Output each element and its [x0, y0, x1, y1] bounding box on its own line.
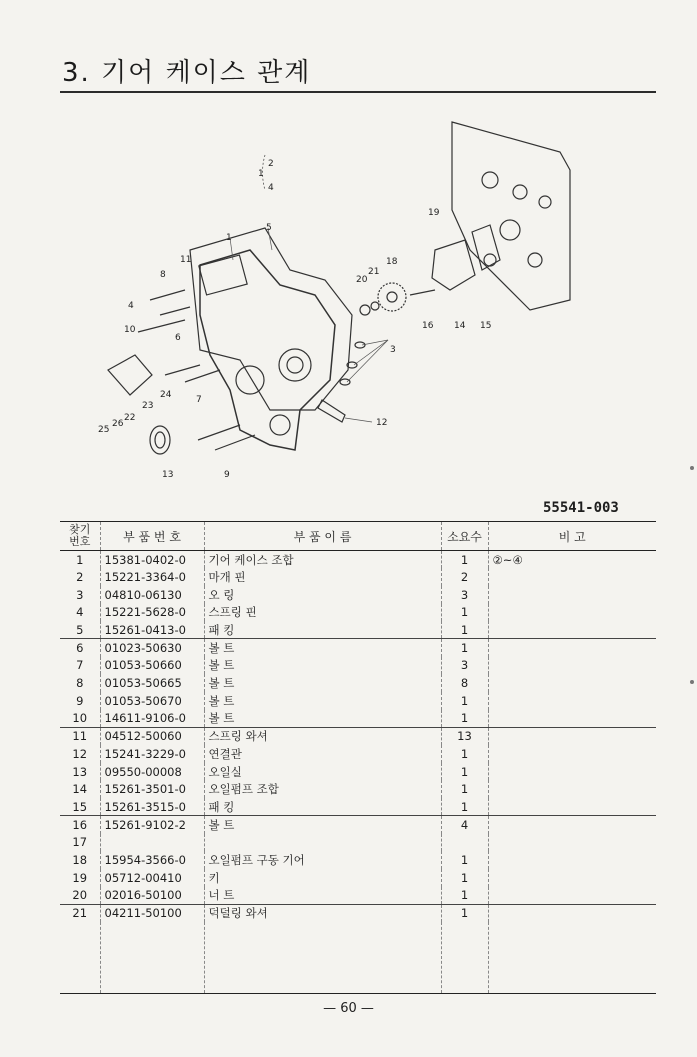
engine-block-hole	[500, 220, 520, 240]
row-part-name: 기어 케이스 조합	[204, 551, 441, 569]
engine-block	[452, 122, 570, 310]
row-remark	[488, 780, 656, 798]
callout-label: 13	[162, 470, 174, 480]
bolt	[185, 370, 220, 382]
row-find-number: 12	[72, 746, 88, 761]
row-part-name: 패 킹	[204, 621, 441, 639]
callout-label: 25	[98, 425, 110, 435]
row-quantity: 1	[441, 551, 488, 569]
table-row	[60, 763, 656, 781]
engine-block-hole	[528, 253, 542, 267]
header-quantity: 소요수	[441, 522, 488, 551]
row-find-number: 11	[72, 729, 88, 744]
row-quantity: 1	[441, 710, 488, 728]
row-part-number: 15241-3229-0	[100, 745, 204, 763]
row-find-number: 20	[60, 887, 100, 905]
row-part-name: 덕덜링 와셔	[204, 904, 441, 922]
row-remark	[488, 851, 656, 869]
gear-case-bore	[270, 415, 290, 435]
row-remark	[488, 604, 656, 622]
row-find-number: 16	[72, 817, 88, 832]
gear-case	[200, 250, 335, 450]
oil-seal	[150, 426, 170, 454]
row-part-number: 15221-3364-0	[100, 568, 204, 586]
scan-speck	[690, 466, 694, 470]
callout-label: 4	[128, 301, 134, 311]
row-remark	[488, 816, 656, 834]
row-part-number: 15381-0402-0	[100, 551, 204, 569]
row-quantity: 1	[441, 745, 488, 763]
row-part-number: 15261-0413-0	[100, 621, 204, 639]
scan-speck	[690, 680, 694, 684]
row-find-number: 2	[76, 570, 84, 585]
table-row	[60, 816, 656, 834]
pump-drive-gear	[378, 283, 406, 311]
table-row	[60, 798, 656, 816]
row-part-number: 01053-50665	[100, 674, 204, 692]
table-row	[60, 604, 656, 622]
row-part-name: 오일펌프 구동 기어	[204, 851, 441, 869]
row-part-name: 볼 트	[204, 710, 441, 728]
row-quantity: 1	[441, 621, 488, 639]
callout-label: 18	[386, 257, 398, 267]
row-find-number: 18	[72, 853, 88, 868]
callout-label: 21	[368, 267, 380, 277]
row-part-number: 01023-50630	[100, 639, 204, 657]
row-quantity: 1	[441, 780, 488, 798]
callout-label: 1	[258, 169, 264, 179]
row-find-number: 14	[72, 782, 88, 797]
row-remark	[488, 674, 656, 692]
row-find-number: 5	[60, 621, 100, 639]
row-remark	[488, 869, 656, 887]
row-part-name: 연결관	[204, 745, 441, 763]
callout-label: 2	[268, 159, 274, 169]
row-remark	[488, 763, 656, 781]
row-part-number: 15261-3501-0	[100, 780, 204, 798]
table-row	[60, 887, 656, 905]
row-quantity: 1	[441, 639, 488, 657]
table-row	[60, 551, 656, 569]
row-part-name	[204, 834, 441, 852]
callout-label: 20	[356, 275, 368, 285]
engine-block-hole	[484, 254, 496, 266]
row-quantity: 13	[441, 727, 488, 745]
figure-code: 55541-003	[543, 500, 619, 516]
page-number: — 60 —	[323, 1001, 374, 1016]
row-quantity: 3	[441, 657, 488, 675]
table-row	[60, 745, 656, 763]
bolt	[215, 435, 255, 450]
callout-label: 16	[422, 321, 434, 331]
row-find-number: 1	[76, 552, 84, 567]
row-find-number: 19	[72, 870, 88, 885]
row-quantity: 1	[441, 798, 488, 816]
parts-table	[60, 521, 656, 994]
row-part-name: 볼 트	[204, 674, 441, 692]
row-find-number: 7	[76, 658, 84, 673]
callout-label: 8	[160, 270, 166, 280]
table-row	[60, 674, 656, 692]
row-remark	[488, 834, 656, 852]
pump-packing	[472, 225, 500, 270]
row-quantity: 1	[441, 904, 488, 922]
table-row	[60, 869, 656, 887]
row-part-number: 15261-3515-0	[100, 798, 204, 816]
row-find-number: 9	[76, 693, 84, 708]
bolt	[150, 290, 185, 300]
row-part-number: 14611-9106-0	[100, 710, 204, 728]
header-part-name: 부 품 이 름	[204, 522, 441, 551]
title-rule	[60, 91, 656, 93]
row-part-name: 볼 트	[204, 816, 441, 834]
row-remark	[488, 904, 656, 922]
bolt	[410, 290, 435, 295]
pump-drive-gear-hub	[387, 292, 397, 302]
callout-label: 15	[480, 321, 492, 331]
engine-block-hole	[539, 196, 551, 208]
table-row	[60, 780, 656, 798]
row-find-number: 15	[60, 798, 100, 816]
row-remark	[488, 639, 656, 657]
row-quantity: 2	[441, 568, 488, 586]
row-remark	[488, 887, 656, 905]
row-part-name: 오 링	[204, 586, 441, 604]
row-part-name: 너 트	[204, 887, 441, 905]
callout-label: 10	[124, 325, 136, 335]
row-find-number: 8	[76, 676, 84, 691]
blank-cell	[441, 922, 488, 994]
callout-label: 12	[376, 418, 388, 428]
gear-case-top	[199, 255, 247, 295]
row-part-number: 01053-50670	[100, 692, 204, 710]
callout-label: 24	[160, 390, 172, 400]
row-part-name: 볼 트	[204, 639, 441, 657]
row-quantity: 4	[441, 816, 488, 834]
engine-block-hole	[513, 185, 527, 199]
table-row	[60, 904, 656, 922]
row-quantity: 3	[441, 586, 488, 604]
table-row	[60, 568, 656, 586]
table-row	[60, 692, 656, 710]
callout-label: 22	[124, 413, 136, 423]
row-part-name: 오일실	[204, 763, 441, 781]
engine-block-hole	[482, 172, 498, 188]
row-part-number: 09550-00008	[100, 763, 204, 781]
row-part-number: 15261-9102-2	[100, 816, 204, 834]
callout-label: 26	[112, 419, 124, 429]
row-quantity: 8	[441, 674, 488, 692]
row-remark	[488, 657, 656, 675]
table-row	[60, 621, 656, 639]
row-part-number: 05712-00410	[100, 869, 204, 887]
row-remark	[488, 745, 656, 763]
row-find-number: 3	[76, 587, 84, 602]
row-part-name: 마개 핀	[204, 568, 441, 586]
row-find-number: 4	[76, 605, 84, 620]
row-remark	[488, 568, 656, 586]
bolt	[160, 307, 190, 315]
header-find-number: 찾기 번호	[60, 522, 100, 551]
table-row	[60, 834, 656, 852]
row-find-number: 10	[60, 710, 100, 728]
row-part-name: 키	[204, 869, 441, 887]
callout-label: 5	[266, 223, 272, 233]
callout-label: 1	[226, 233, 232, 243]
exploded-view-diagram	[90, 110, 680, 490]
gear-case-bore	[287, 357, 303, 373]
callout-label: 3	[390, 345, 396, 355]
row-part-name: 볼 트	[204, 657, 441, 675]
pump-nut	[360, 305, 370, 315]
row-part-number: 04810-06130	[100, 586, 204, 604]
callout-label: 14	[454, 321, 466, 331]
callout-label: 11	[180, 255, 192, 265]
row-quantity: 1	[441, 604, 488, 622]
row-remark	[488, 621, 656, 639]
bolt	[138, 320, 185, 332]
row-part-number: 15954-3566-0	[100, 851, 204, 869]
row-part-name: 패 킹	[204, 798, 441, 816]
callout-label: 6	[175, 333, 181, 343]
row-remark	[488, 798, 656, 816]
row-part-number: 02016-50100	[100, 887, 204, 905]
oil-seal-inner	[155, 432, 165, 448]
table-row	[60, 710, 656, 728]
gear-case-bore	[279, 349, 311, 381]
blank-cell	[204, 922, 441, 994]
row-quantity: 1	[441, 887, 488, 905]
row-part-name: 볼 트	[204, 692, 441, 710]
cover-plate	[108, 355, 152, 395]
row-quantity: 1	[441, 692, 488, 710]
row-find-number: 17	[72, 835, 88, 850]
table-row	[60, 586, 656, 604]
table-row	[60, 657, 656, 675]
row-find-number: 13	[72, 764, 88, 779]
row-remark: ②~④	[488, 551, 656, 569]
table-row	[60, 727, 656, 745]
row-part-name: 스프링 핀	[204, 604, 441, 622]
callout-label: 19	[428, 208, 440, 218]
row-part-name: 오일펌프 조합	[204, 780, 441, 798]
callout-label: 9	[224, 470, 230, 480]
bolt	[165, 365, 200, 375]
row-part-number: 15221-5628-0	[100, 604, 204, 622]
connecting-pipe	[318, 400, 345, 422]
blank-cell	[488, 922, 656, 994]
row-part-name: 스프링 와셔	[204, 727, 441, 745]
blank-cell	[60, 922, 100, 994]
callout-label: 23	[142, 401, 154, 411]
page-title: 3. 기어 케이스 관계	[62, 58, 312, 88]
row-remark	[488, 710, 656, 728]
row-find-number: 6	[76, 641, 84, 656]
row-part-number: 01053-50660	[100, 657, 204, 675]
row-quantity: 1	[441, 869, 488, 887]
table-row	[60, 639, 656, 657]
row-part-number	[100, 834, 204, 852]
row-remark	[488, 692, 656, 710]
pump-washer	[371, 302, 379, 310]
row-part-number: 04211-50100	[100, 904, 204, 922]
row-quantity: 1	[441, 851, 488, 869]
row-quantity: 1	[441, 763, 488, 781]
row-quantity	[441, 834, 488, 852]
callout-label: 4	[268, 183, 274, 193]
callout-label: 7	[196, 395, 202, 405]
table-header-row	[60, 522, 656, 551]
header-part-number: 부 품 번 호	[100, 522, 204, 551]
gear-case-bore	[236, 366, 264, 394]
row-find-number: 21	[72, 906, 88, 921]
row-remark	[488, 586, 656, 604]
table-blank-space	[60, 922, 656, 994]
header-remark: 비 고	[488, 522, 656, 551]
row-part-number: 04512-50060	[100, 727, 204, 745]
table-row	[60, 851, 656, 869]
row-remark	[488, 727, 656, 745]
bolt	[198, 425, 240, 440]
o-ring	[340, 379, 350, 385]
blank-cell	[100, 922, 204, 994]
